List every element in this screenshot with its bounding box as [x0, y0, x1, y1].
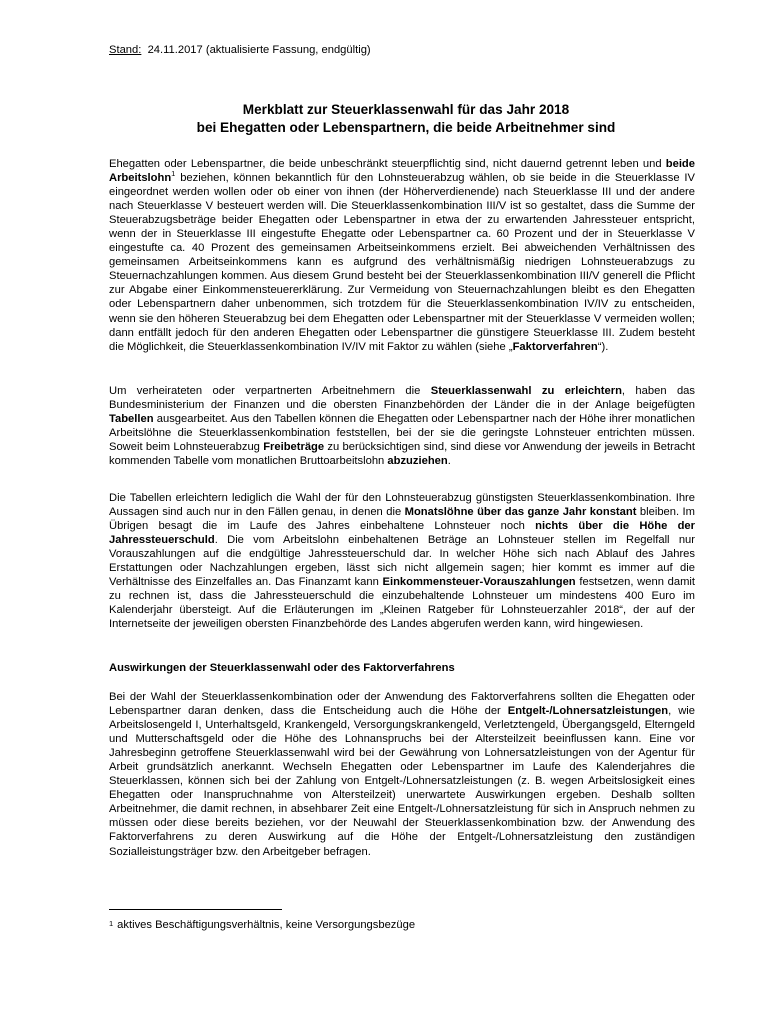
text-run: , haben das Bundesministerium der Finanzen und die obersten Finanzbehörden der Länder die in der Anlage beigefügten: [109, 385, 695, 412]
text-run: festsetzen, wenn damit zu rechnen ist, dass die Jahressteuerschuld die einzubehaltende Lohnsteuer um mindestens 400 Euro im Kalenderjahr übersteigt. Auf die Erläuterungen im „Kleinen Ratgeber für Lohnsteuerzahler 2018“, der auf der Internetseite der jeweiligen obersten Finanzbehörde des Landes abgerufen werden kann, wird hingewiesen.: [109, 576, 696, 631]
bold-run: Entgelt-/Lohnersatzleistungen: [507, 705, 669, 718]
bold-run: Monatslöhne über das ganze Jahr konstant: [404, 506, 637, 519]
paragraph-notes: [109, 491, 695, 631]
text-run: “).: [597, 340, 609, 353]
bold-run: Tabellen: [109, 413, 154, 426]
bold-run: abzuziehen: [387, 455, 448, 468]
text-run: Ehegatten oder Lebenspartner, die beide unbeschränkt steuerpflichtig sind, nicht dauernd getrennt leben und: [109, 158, 666, 170]
title-line-1: Merkblatt zur Steuerklassenwahl für das Jahr 2018: [242, 102, 570, 117]
footnote: [109, 918, 415, 932]
bold-run: Freibeträge: [263, 441, 325, 454]
text-run: bleiben. Im Übrigen besagt die im Laufe des Jahres einbehaltene Lohnsteuer noch: [109, 506, 695, 533]
status-value: 24.11.2017 (aktualisierte Fassung, endgültig): [147, 44, 371, 56]
paragraph-tables: [109, 384, 695, 468]
text-run: .: [447, 455, 451, 468]
footnote-reference: 1: [171, 169, 176, 179]
text-run: , wie Arbeitslosengeld I, Unterhaltsgeld, Krankengeld, Versorgungskrankengeld, Verletztengeld, Übergangsgeld, Elterngeld und Mutterschaftsgeld oder die Höhe des Lohnanspruchs bei der Altersteilzeit beeinflussen kann. Eine vor Jahresbeginn getroffene Steuerklassenwahl wird bei der Gewährung von Lohnersatzleistungen von der Agentur für Arbeit grundsätzlich anerkannt. Wechseln Ehegatten oder Lebenspartner im Laufe des Kalenderjahres die Steuerklassen, können sich bei der Zahlung von Entgelt-/Lohnersatzleistungen (z. B. wegen Arbeitslosigkeit eines Ehegatten oder Inanspruchnahme von Altersteilzeit) unerwartete Auswirkungen ergeben. Deshalb sollten Arbeitnehmer, die damit rechnen, in absehbarer Zeit eine Entgelt-/Lohnersatzleistung für sich in Anspruch nehmen zu müssen oder diese bereits beziehen, vor der Neuwahl der Steuerklassenkombination bzw. der Anwendung des Faktorverfahrens zu deren Auswirkung auf die Höhe der Entgelt-/Lohnersatzleistung den zuständigen Sozialleistungsträger bzw. den Arbeitgeber befragen.: [109, 705, 695, 858]
title-line-2: bei Ehegatten oder Lebenspartnern, die beide Arbeitnehmer sind: [196, 120, 616, 135]
bold-run: Einkommensteuer-Vorauszahlungen: [382, 576, 576, 589]
text-run: beziehen, können bekanntlich für den Lohnsteuerabzug wählen, ob sie beide in die Steuerklasse IV eingeordnet werden wollen oder ob einer von ihnen (der Höherverdienende) nach Steuerklasse III und der andere nach Steuerklasse V besteuert werden will. Die Steuerklassenkombination III/V ist so gestaltet, dass die Summe der Steuerabzugsbeträge beider Ehegatten oder Lebenspartner in etwa der zu erwartenden Jahressteuer entspricht, wenn der in Steuerklasse III eingestufte Ehegatte oder Lebenspartner ca. 60 Prozent und der in Steuerklasse V eingestufte ca. 40 Prozent des gemeinsamen Arbeitseinkommens erzielt. Bei abweichenden Verhältnissen des gemeinsamen Arbeitseinkommens kann es aufgrund des verhältnismäßig niedrigen Lohnsteuerabzugs zu Steuernachzahlungen kommen. Aus diesem Grund besteht bei der Steuerklassenkombination III/V generell die Pflicht zur Abgabe einer Einkommensteuererklärung. Zur Vermeidung von Steuernachzahlungen bleibt es den Ehegatten oder Lebenspartnern daher unbenommen, sich trotzdem für die Steuerklassenkombination IV/IV zu entscheiden, wenn sie den höheren Steuerabzug bei dem Ehegatten oder Lebenspartner mit der Steuerklasse V vermeiden wollen; dann entfällt jedoch für den anderen Ehegatten oder Lebenspartner die günstigere Steuerklasse III. Zudem besteht die Möglichkeit, die Steuerklassenkombination IV/IV mit Faktor zu wählen (siehe „: [109, 172, 695, 353]
text-run: Um verheirateten oder verpartnerten Arbeitnehmern die: [109, 385, 431, 397]
document-title: [100, 101, 712, 137]
text-run: zu berücksichtigen sind, sind diese vor Anwendung der jeweils in Betracht kommenden Tabelle vom monatlichen Bruttoarbeitslohn: [109, 441, 695, 468]
section-heading: Auswirkungen der Steuerklassenwahl oder des Faktorverfahrens: [109, 662, 455, 674]
text-run: Die Tabellen erleichtern lediglich die Wahl der für den Lohnsteuerabzug günstigsten Steuerklassenkombination. Ihre Aussagen sind auch nur in den Fällen genau, in denen die: [109, 492, 695, 519]
paragraph-intro: [109, 157, 695, 354]
document-status-line: [109, 43, 371, 57]
footnote-text: aktives Beschäftigungsverhältnis, keine Versorgungsbezüge: [117, 919, 416, 931]
status-label: Stand:: [109, 44, 142, 56]
footnote-divider: [109, 909, 282, 910]
footnote-number: 1: [109, 919, 114, 928]
bold-run: Steuerklassenwahl zu erleichtern: [430, 385, 622, 397]
bold-run: nichts über die Höhe der Jahressteuerschuld: [109, 520, 695, 547]
text-run: . Die vom Arbeitslohn einbehaltenen Beträge an Lohnsteuer stellen im Regelfall nur Vorauszahlungen auf die endgültige Jahressteuerschuld dar. In welcher Höhe sich nach Ablauf des Jahres Erstattungen oder Nachzahlungen ergeben, lässt sich nicht allgemein sagen; hier kommt es immer auf die Verhältnisse des Einzelfalles an. Das Finanzamt kann: [109, 534, 695, 589]
text-run: ausgearbeitet. Aus den Tabellen können die Ehegatten oder Lebenspartner nach der Höhe ihrer monatlichen Arbeitslöhne die Steuerklassenkombination feststellen, bei der sie die geringste Lohnsteuer entrichten müssen. Soweit beim Lohnsteuerabzug: [109, 413, 695, 454]
bold-run: beide Arbeitslohn: [109, 158, 695, 185]
paragraph-effects: [109, 690, 695, 859]
bold-run: Faktorverfahren: [512, 340, 598, 353]
text-run: Bei der Wahl der Steuerklassenkombination oder der Anwendung des Faktorverfahrens sollten die Ehegatten oder Lebenspartner daran denken, dass die Entscheidung auch die Höhe der: [109, 691, 695, 718]
